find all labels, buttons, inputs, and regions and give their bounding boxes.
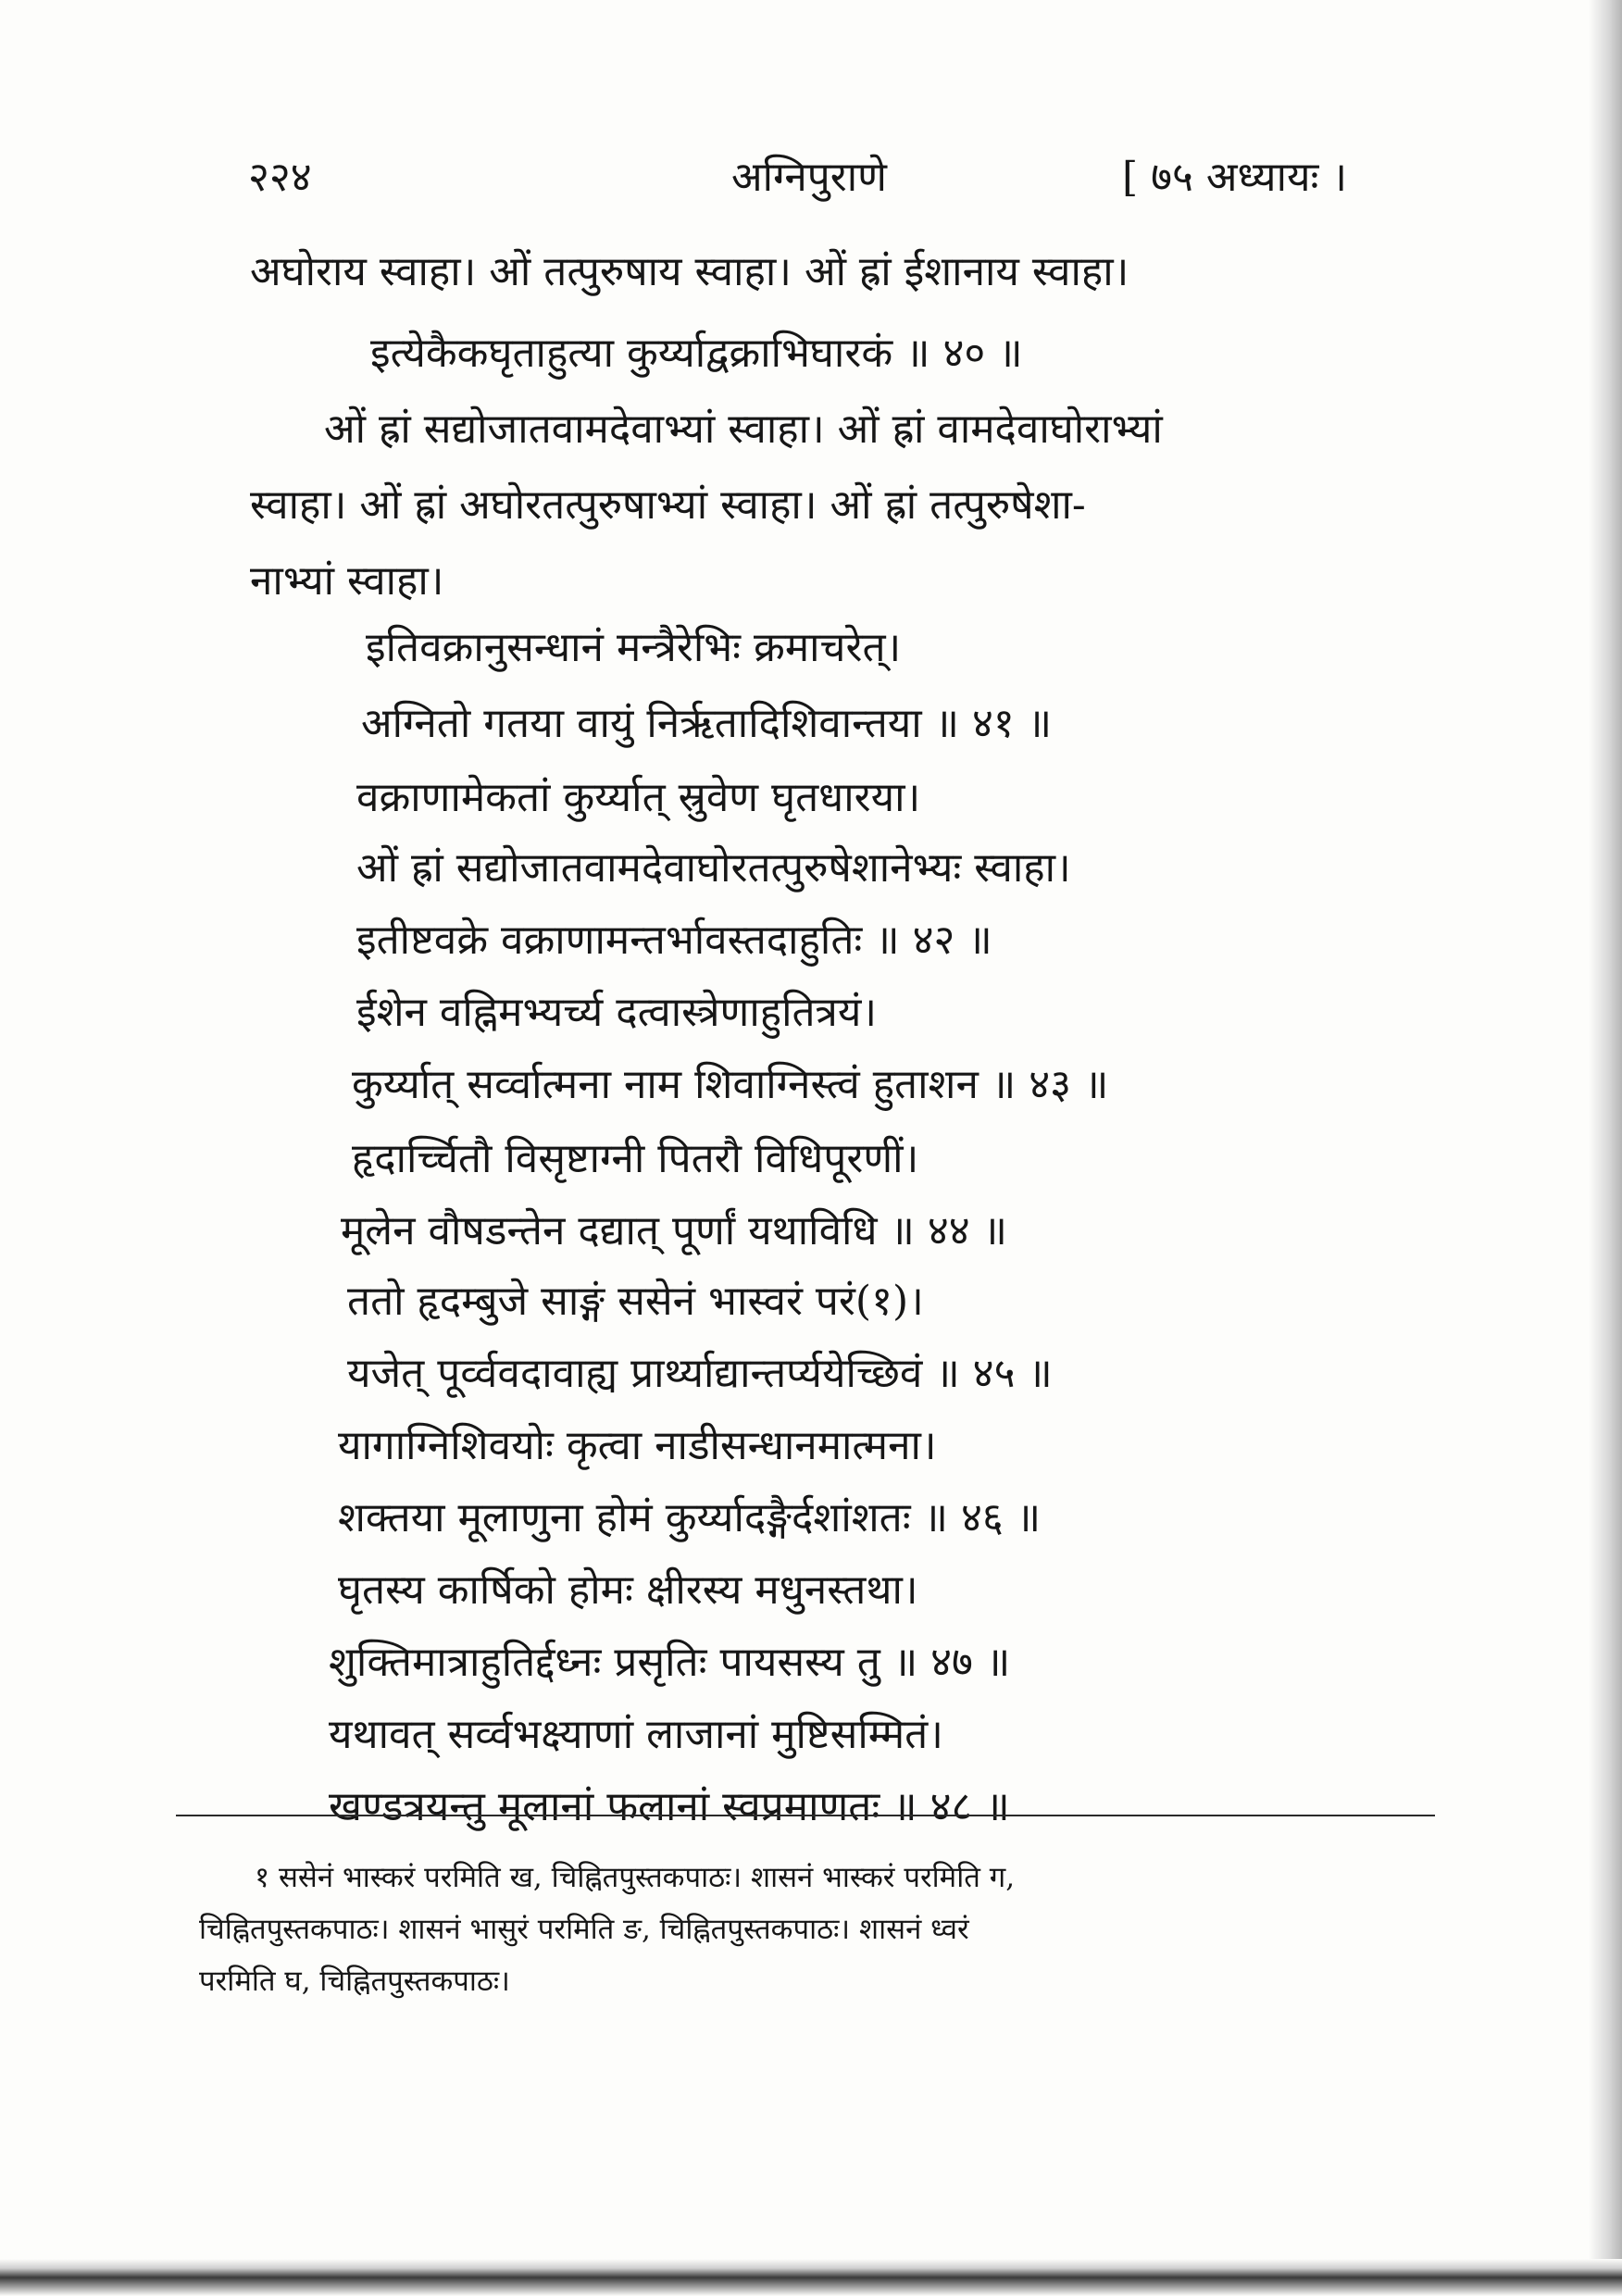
text-line-21: यथावत् सर्व्वभक्ष्याणां लाजानां मुष्टिसम्मितं। [329,1711,943,1758]
text-line-4: स्वाहा। ओं ह्रां अघोरतत्पुरुषाभ्यां स्वाहा। ओं ह्रां तत्पुरुषेशा- [250,481,1086,529]
text-line-14: मूलेन वौषडन्तेन दद्यात् पूर्णां यथाविधि ॥ ४४ ॥ [341,1207,1007,1254]
text-line-12: कुर्य्यात् सर्व्वात्मना नाम शिवाग्निस्त्वं हुताशन ॥ ४३ ॥ [352,1061,1109,1108]
footnote-line-2: चिह्नितपुस्तकपाठः। शासनं भासुरं परमिति ङ, चिह्नितपुस्तकपाठः। शासनं ध्वरं [199,1913,969,1946]
text-line-8: वक्राणामेकतां कुर्य्यात् स्रुवेण घृतधारया। [356,774,921,821]
footnote-divider [176,1815,1435,1816]
text-line-5: नाभ्यां स्वाहा। [250,557,444,605]
book-title: अग्निपुराणे [731,154,887,201]
text-line-11: ईशेन वह्निमभ्यर्च्य दत्वास्त्रेणाहुतित्रयं। [356,989,878,1036]
text-line-2: इत्येकैकघृताहुत्या कुर्य्याद्वक्राभिघारकं ॥ ४० ॥ [370,330,1023,377]
text-line-16: यजेत् पूर्व्ववदावाह्य प्रार्थ्याद्यान्तर्प्ययेच्छिवं ॥ ४५ ॥ [347,1350,1053,1397]
text-line-6: इतिवक्रानुसन्धानं मन्त्रैरेभिः क्रमाचरेत्। [366,624,902,671]
text-line-22: खण्डत्रयन्तु मूलानां फलानां स्वप्रमाणतः ॥ ४८ ॥ [329,1783,1010,1830]
page-number: २२४ [248,154,312,201]
page-bottom-edge [0,2259,1622,2296]
text-line-17: यागाग्निशिवयोः कृत्वा नाडीसन्धानमात्मना। [338,1422,937,1469]
chapter-label: [ ७५ अध्यायः । [1122,154,1348,201]
footnote-line-1: १ ससेनं भास्करं परमिति ख, चिह्नितपुस्तकपाठः। शासनं भास्करं परमिति ग, [255,1861,1016,1894]
text-line-10: इतीष्टवक्रे वक्राणामन्तर्भावस्तदाहुतिः ॥ ४२ ॥ [356,917,992,964]
text-line-1: अघोराय स्वाहा। ओं तत्पुरुषाय स्वाहा। ओं ह्रां ईशानाय स्वाहा। [250,248,1129,295]
text-line-15: ततो हृदम्बुजे साङ्गं ससेनं भास्वरं परं(१)। [347,1278,924,1325]
text-line-9: ओं ह्रां सद्योजातवामदेवाघोरतत्पुरुषेशानेभ्यः स्वाहा। [356,844,1071,892]
page-header [0,148,1622,213]
text-line-13: हृदार्च्चितौ विसृष्टाग्नी पितरौ विधिपूरणीं। [352,1135,919,1182]
footnote-line-3: परमिति घ, चिह्नितपुस्तकपाठः। [199,1965,510,1998]
text-line-3: ओं ह्रां सद्योजातवामदेवाभ्यां स्वाहा। ओं ह्रां वामदेवाघोराभ्यां [324,406,1163,453]
text-line-7: अग्नितो गतया वायुं निर्ऋतादिशिवान्तया ॥ ४१ ॥ [361,700,1053,747]
page-edge-shadow [1589,0,1622,2296]
text-line-19: घृतस्य कार्षिको होमः क्षीरस्य मधुनस्तथा। [338,1566,918,1614]
text-line-20: शुक्तिमात्राहुतिर्द्दध्नः प्रसृतिः पायसस्य तु ॥ ४७ ॥ [329,1639,1011,1686]
text-line-18: शक्तया मूलाणुना होमं कुर्य्यादङ्गैर्दशांशतः ॥ ४६ ॥ [338,1494,1042,1541]
